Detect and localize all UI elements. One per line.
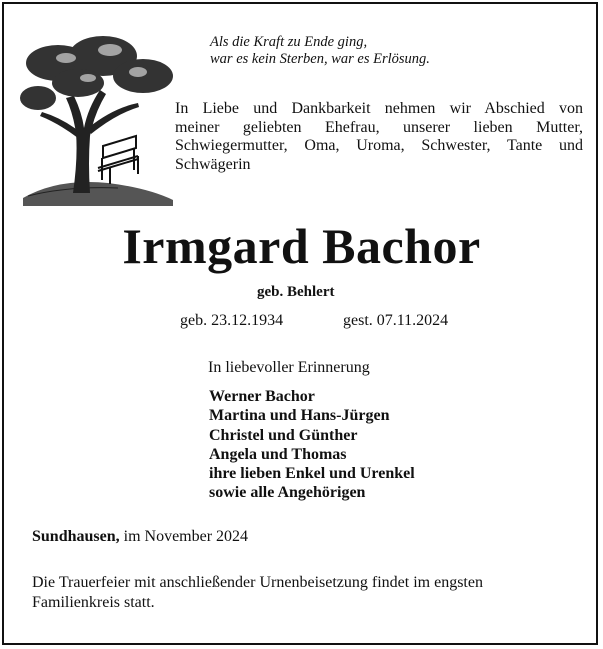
memory-phrase: In liebevoller Erinnerung xyxy=(208,359,370,376)
mourner: Angela und Thomas xyxy=(209,445,347,463)
death-date: gest. 07.11.2024 xyxy=(343,312,449,329)
maiden-name: geb. Behlert xyxy=(257,284,335,300)
poem-line: Als die Kraft zu Ende ging, xyxy=(210,34,368,50)
intro-line: Schwiegermutter, Oma, Uroma, Schwester, Tante und xyxy=(175,137,583,154)
mourner: ihre lieben Enkel und Urenkel xyxy=(209,465,415,483)
tree-and-bench-icon xyxy=(18,28,178,208)
intro-line: meiner geliebten Ehefrau, unserer lieben Mutter, xyxy=(175,118,583,136)
mourners-list xyxy=(209,387,415,503)
place: Sundhausen, xyxy=(32,528,120,545)
poem-line: war es kein Sterben, war es Erlösung. xyxy=(210,51,430,67)
mourner: Christel und Günther xyxy=(209,426,358,444)
deceased-name: Irmgard Bachor xyxy=(122,218,481,274)
funeral-notice xyxy=(32,573,572,613)
notice-line: Familienkreis statt. xyxy=(32,594,155,611)
place-and-date xyxy=(32,528,248,546)
intro-text xyxy=(175,100,583,174)
birth-date: geb. 23.12.1934 xyxy=(180,312,284,329)
intro-line: Schwägerin xyxy=(175,155,251,173)
date: im November 2024 xyxy=(119,528,249,545)
poem xyxy=(210,34,430,68)
mourner: Martina und Hans-Jürgen xyxy=(209,407,390,425)
mourner: Werner Bachor xyxy=(209,388,315,405)
notice-line: Die Trauerfeier mit anschließender Urnenbeisetzung findet im engsten xyxy=(32,574,483,591)
intro-line: In Liebe und Dankbarkeit nehmen wir Abschied von xyxy=(175,100,583,117)
mourner: sowie alle Angehörigen xyxy=(209,484,366,502)
